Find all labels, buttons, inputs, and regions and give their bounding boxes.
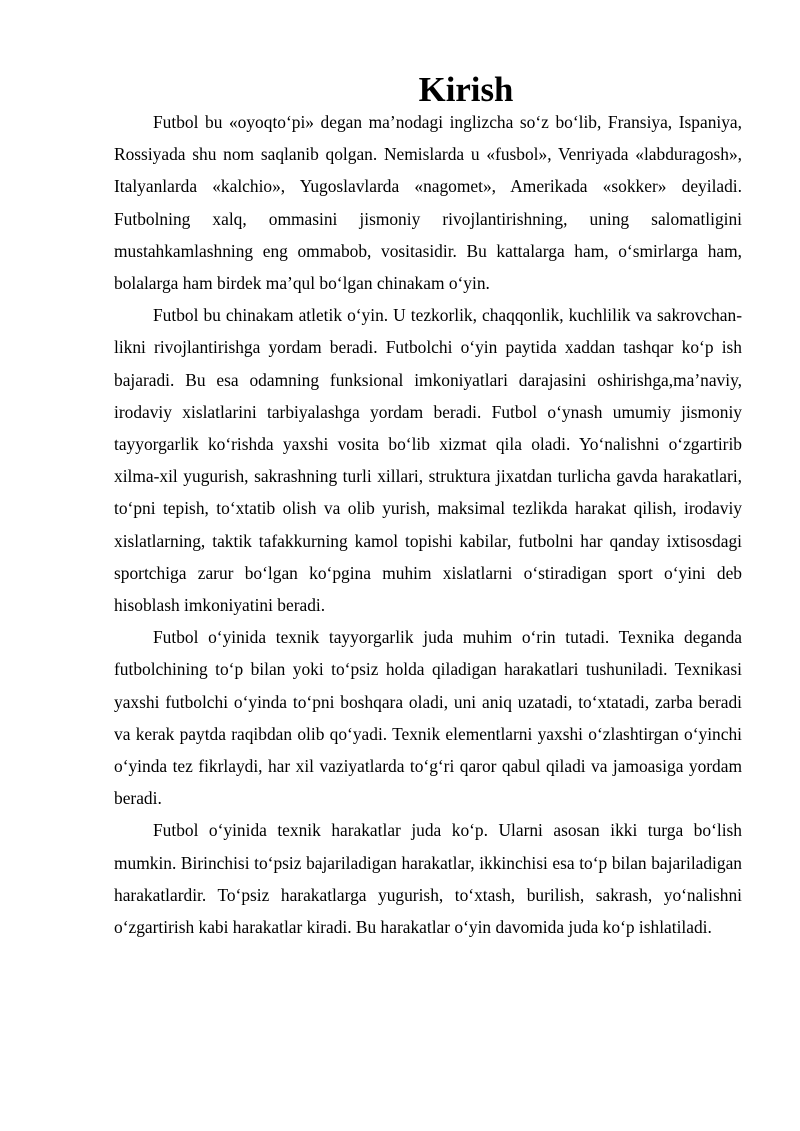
document-body (114, 70, 742, 943)
paragraph-1: Futbol bu «oyoqto‘pi» degan ma’nodagi inglizcha so‘z bo‘lib, Fransiya, Ispaniya, Rossiyada shu nom saqlanib qolgan. Nemislarda u «fusbol», Venriyada «labduragosh», Italyanlarda «kalchio», Yugoslavlarda «nagomet», Amerikada «sokker» deyiladi. Futbolning xalq, ommasini jismoniy rivojlantirishning, uning salomatligini mustahkamlashning eng ommabob, vositasidir. Bu kattalarga ham, o‘smirlarga ham, bolalarga ham birdek ma’qul bo‘lgan chinakam o‘yin. (114, 112, 742, 294)
paragraph-3: Futbol o‘yinida texnik tayyorgarlik juda muhim o‘rin tutadi. Texnika deganda futbolchining to‘p bilan yoki to‘psiz holda qiladigan harakatlari tushuniladi. Texnikasi yaxshi futbolchi o‘yinda to‘pni boshqara oladi, uni aniq uzatadi, to‘xtatadi, zarba beradi va kerak paytda raqibdan olib qo‘yadi. Texnik elementlarni yaxshi o‘zlashtirgan o‘yinchi o‘yinda tez fikrlaydi, har xil vaziyatlarda to‘g‘ri qaror qabul qiladi va jamoasiga yordam beradi. (114, 627, 742, 809)
page-title: Kirish (418, 70, 514, 109)
paragraph-4: Futbol o‘yinida texnik harakatlar juda ko‘p. Ularni asosan ikki turga bo‘lish mumkin. Birinchisi to‘psiz bajariladigan harakatlar, ikkinchisi esa to‘p bilan bajariladigan harakatlardir. To‘psiz harakatlarga yugurish, to‘xtash, burilish, sakrash, yo‘nalishni o‘zgartirish kabi harakatlar kiradi. Bu harakatlar o‘yin davomida juda ko‘p ishlatiladi. (114, 820, 742, 938)
paragraph-2: Futbol bu chinakam atletik o‘yin. U tezkorlik, chaqqonlik, kuchlilik va sakrovchan-likni rivojlantirishga yordam beradi. Futbolchi o‘yin paytida xaddan tashqar ko‘p ish bajaradi. Bu esa odamning funksional imkoniyatlari darajasini oshirishga,ma’naviy, irodaviy xislatlarini tarbiyalashga yordam beradi. Futbol o‘ynash umumiy jismoniy tayyorgarlik ko‘rishda yaxshi vosita bo‘lib xizmat qila oladi. Yo‘nalishni o‘zgartirib xilma-xil yugurish, sakrashning turli xillari, struktura jixatdan turlicha gavda harakatlari, to‘pni tepish, to‘xtatib olish va olib yurish, maksimal tezlikda harakat qilish, irodaviy xislatlarning, taktik tafakkurning kamol topishi kabilar, futbolni har qanday ixtisosdagi sportchiga zarur bo‘lgan ko‘pgina muhim xislatlarni o‘stiradigan sport o‘yini deb hisoblash imkoniyatini beradi. (114, 305, 742, 616)
